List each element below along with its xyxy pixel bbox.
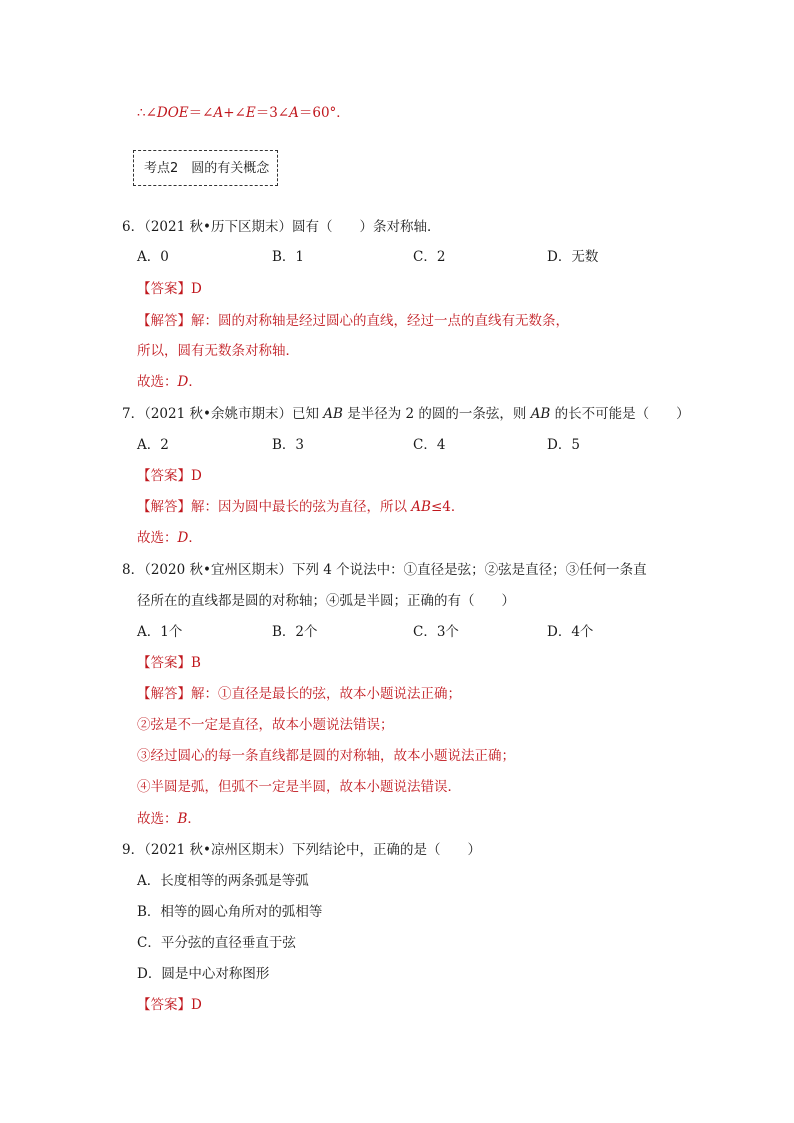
q9-option-a: A．长度相等的两条弧是等弧	[137, 873, 309, 889]
q6-answer	[137, 279, 202, 299]
q8-stem-line-2: 径所在的直线都是圆的对称轴；④弧是半圆；正确的有（ ）	[137, 593, 515, 609]
q6-solution-line-2: 所以，圆有无数条对称轴．	[137, 343, 299, 359]
q7-solution	[137, 497, 464, 517]
q8-answer	[137, 653, 201, 673]
q7-answer	[137, 466, 202, 486]
q7-stem-b: 是半径为 2 的圆的一条弦，则	[342, 406, 531, 422]
q8-choose-end: ．	[187, 811, 201, 827]
q6-choose	[137, 372, 202, 392]
q9-answer	[137, 995, 202, 1015]
q8-option-c: C．3个	[413, 624, 459, 640]
q8-solution-line-2: ②弦是不一定是直径，故本小题说法错误；	[137, 717, 394, 733]
carryover-var-doe: DOE	[156, 105, 189, 121]
section-title: 考点2 圆的有关概念	[144, 161, 270, 176]
q7-choose-end: ．	[188, 530, 202, 546]
q7-option-b: B．3	[272, 437, 305, 453]
q6-choose-prefix: 故选：	[137, 374, 178, 390]
q8-option-d: D．4个	[547, 624, 594, 640]
q9-answer-tag: 【答案】	[137, 997, 191, 1013]
q8-answer-tag: 【答案】	[137, 655, 191, 671]
q8-stem-line-1: 8．（2020 秋•宜州区期末）下列 4 个说法中：①直径是弦；②弦是直径；③任何一条直	[122, 562, 647, 578]
q8-solution-line-4: ④半圆是弧，但弧不一定是半圆，故本小题说法错误．	[137, 779, 461, 795]
carryover-plus: +∠	[223, 105, 246, 121]
q7-option-c: C．4	[413, 437, 446, 453]
carryover-var-a: A	[213, 105, 224, 121]
q9-stem: 9．（2021 秋•凉州区期末）下列结论中，正确的是（ ）	[122, 842, 481, 858]
q7-answer-value: D	[191, 468, 202, 484]
carryover-eq1: ＝∠	[188, 105, 214, 121]
q9-answer-value: D	[191, 997, 202, 1013]
q6-choose-value: D	[177, 374, 189, 390]
q8-choose	[137, 809, 201, 829]
q6-option-d: D．无数	[547, 249, 599, 265]
q7-solution-tag: 【解答】	[137, 499, 191, 515]
q7-answer-tag: 【答案】	[137, 468, 191, 484]
q8-solution-line-1	[137, 684, 461, 704]
q7-stem-c: 的长不可能是（ ）	[550, 406, 690, 422]
q9-option-c: C．平分弦的直径垂直于弦	[137, 935, 296, 951]
q8-option-b: B．2个	[272, 624, 318, 640]
q6-stem: 6．（2021 秋•历下区期末）圆有（ ）条对称轴．	[122, 219, 441, 235]
q9-option-d: D．圆是中心对称图形	[137, 966, 270, 982]
carryover-var-e: E	[245, 105, 256, 121]
carryover-eq2: ＝3∠	[255, 105, 290, 121]
q8-solution-tag: 【解答】	[137, 686, 191, 702]
q6-solution-tag: 【解答】	[137, 313, 191, 329]
q7-solution-a: 解：因为圆中最长的弦为直径，所以	[191, 499, 412, 515]
q7-var-ab-2: AB	[530, 406, 551, 422]
q7-choose-prefix: 故选：	[137, 530, 178, 546]
q7-option-a: A．2	[137, 437, 169, 453]
carryover-prefix: ∴∠	[137, 105, 157, 121]
q6-solution-text-1: 解：圆的对称轴是经过圆心的直线，经过一点的直线有无数条，	[191, 313, 569, 329]
carryover-tail: ＝60°．	[298, 105, 350, 121]
carryover-var-a2: A	[289, 105, 299, 121]
q6-solution-line-1	[137, 311, 569, 331]
q8-answer-value: B	[191, 655, 201, 671]
q9-option-b: B．相等的圆心角所对的弧相等	[137, 904, 323, 920]
q7-var-ab-1: AB	[323, 406, 343, 422]
q7-choose-value: D	[177, 530, 189, 546]
q8-solution-text-1: 解：①直径是最长的弦，故本小题说法正确；	[191, 686, 461, 702]
q7-stem-a: 7．（2021 秋•余姚市期末）已知	[122, 406, 324, 422]
q7-choose	[137, 528, 202, 548]
carryover-line	[137, 103, 350, 123]
q8-option-a: A．1个	[137, 624, 183, 640]
q6-choose-end: ．	[188, 374, 202, 390]
q6-option-c: C．2	[413, 249, 446, 265]
q7-option-d: D．5	[547, 437, 580, 453]
q7-solution-var-ab: AB	[411, 499, 431, 515]
q7-solution-b: ≤4．	[430, 499, 465, 515]
q8-solution-line-3: ③经过圆心的每一条直线都是圆的对称轴，故本小题说法正确；	[137, 748, 515, 764]
q8-choose-prefix: 故选：	[137, 811, 178, 827]
q7-stem	[122, 404, 690, 424]
q6-answer-tag: 【答案】	[137, 281, 191, 297]
q6-option-a: A．0	[137, 249, 169, 265]
q6-answer-value: D	[191, 281, 202, 297]
q8-choose-value: B	[177, 811, 188, 827]
q6-option-b: B．1	[272, 249, 305, 265]
